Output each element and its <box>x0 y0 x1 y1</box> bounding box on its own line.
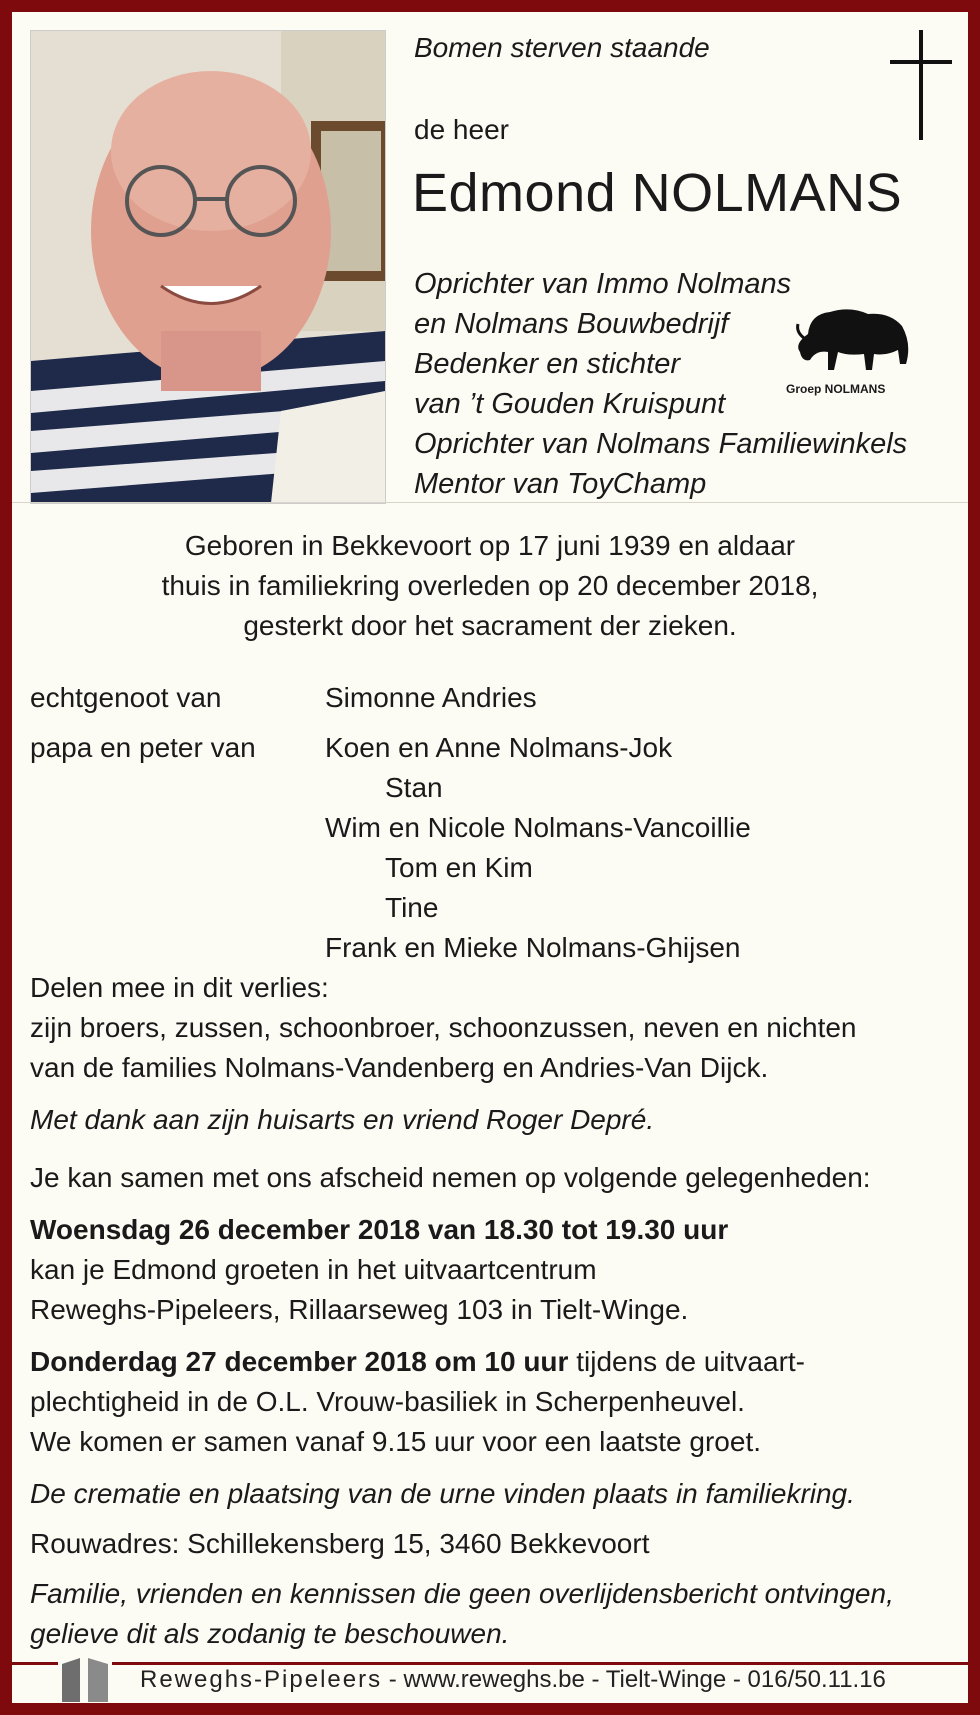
role-line: Bedenker en stichter <box>414 348 680 380</box>
visitation-line: Reweghs-Pipeleers, Rillaarseweg 103 in Tielt-Winge. <box>30 1294 689 1325</box>
cremation-text: De crematie en plaatsing van de urne vinden plaats in familiekring. <box>30 1478 855 1509</box>
birth-line: Geboren in Bekkevoort op 17 juni 1939 en aldaar <box>184 530 796 561</box>
grandchild-entry: Tine <box>385 892 439 923</box>
thanks-text: Met dank aan zijn huisarts en vriend Roger Depré. <box>30 1104 655 1135</box>
footer-brand: Reweghs-Pipeleers <box>140 1666 383 1693</box>
funeral-home-logo-icon <box>58 1654 112 1702</box>
deceased-name: Edmond NOLMANS <box>412 163 903 223</box>
mourning-address: Rouwadres: Schillekensberg 15, 3460 Bekkevoort <box>30 1528 650 1559</box>
funeral-section <box>30 1342 960 1462</box>
funeral-date: Donderdag 27 december 2018 om 10 uur <box>30 1346 569 1377</box>
honorific: de heer <box>414 114 509 145</box>
birth-death-text <box>12 526 968 646</box>
child-entry: Wim en Nicole Nolmans-Vancoillie <box>325 812 751 843</box>
logo-caption: Groep NOLMANS <box>786 382 886 396</box>
divider <box>12 502 968 503</box>
share-line: van de families Nolmans-Vandenberg en Andries-Van Dijck. <box>30 1052 769 1083</box>
notice-line: gelieve dit als zodanig te beschouwen. <box>30 1618 510 1649</box>
notice-line: Familie, vrienden en kennissen die geen overlijdensbericht ontvingen, <box>30 1578 894 1609</box>
funeral-line <box>30 1342 960 1382</box>
funeral-line: plechtigheid in de O.L. Vrouw-basiliek in Scherpenheuvel. <box>30 1386 745 1417</box>
share-line: zijn broers, zussen, schoonbroer, schoonzussen, neven en nichten <box>30 1012 857 1043</box>
grandchild-entry: Stan <box>385 772 443 803</box>
role-line: Oprichter van Immo Nolmans <box>414 268 792 300</box>
spouse-name: Simonne Andries <box>325 682 537 713</box>
child-entry: Frank en Mieke Nolmans-Ghijsen <box>325 932 741 963</box>
bison-logo-icon <box>790 304 920 414</box>
funeral-text: tijdens de uitvaart- <box>568 1346 806 1377</box>
visitation-line: kan je Edmond groeten in het uitvaartcentrum <box>30 1254 597 1285</box>
spouse-label: echtgenoot van <box>30 682 222 713</box>
visitation-date: Woensdag 26 december 2018 van 18.30 tot 19.30 uur <box>30 1214 729 1245</box>
motto: Bomen sterven staande <box>414 32 710 63</box>
funeral-line: We komen er samen vanaf 9.15 uur voor een laatste groet. <box>30 1426 762 1457</box>
farewell-intro: Je kan samen met ons afscheid nemen op volgende gelegenheden: <box>30 1162 871 1193</box>
footer-rule <box>12 1662 968 1665</box>
child-entry: Koen en Anne Nolmans-Jok <box>325 732 673 763</box>
footer-text <box>140 1666 886 1694</box>
birth-line: thuis in familiekring overleden op 20 december 2018, <box>161 570 819 601</box>
obituary-card <box>12 12 968 1703</box>
grandchild-entry: Tom en Kim <box>385 852 533 883</box>
share-section <box>30 968 960 1088</box>
cross-icon <box>890 30 952 140</box>
role-line: Mentor van ToyChamp <box>414 468 707 500</box>
birth-line: gesterkt door het sacrament der zieken. <box>243 610 737 641</box>
role-line: Oprichter van Nolmans Familiewinkels <box>414 428 908 460</box>
visitation-section <box>30 1210 960 1330</box>
portrait-photo <box>30 30 386 504</box>
share-heading: Delen mee in dit verlies: <box>30 972 329 1003</box>
footer-details: - www.reweghs.be - Tielt-Winge - 016/50.11.16 <box>382 1666 886 1693</box>
children-label: papa en peter van <box>30 732 256 763</box>
role-line: en Nolmans Bouwbedrijf <box>414 308 729 340</box>
role-line: van ’t Gouden Kruispunt <box>414 388 726 420</box>
notice-text <box>30 1574 960 1654</box>
